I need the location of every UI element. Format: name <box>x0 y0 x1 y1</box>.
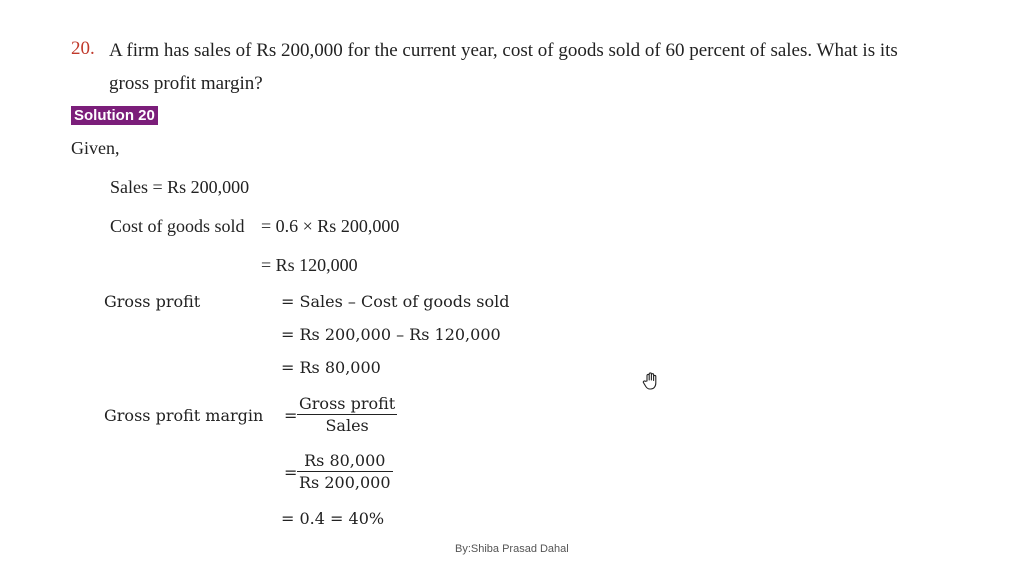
gross-profit-margin-label: Gross profit margin <box>104 406 264 425</box>
gross-profit-result: = Rs 80,000 <box>281 358 381 377</box>
footer-author: By:Shiba Prasad Dahal <box>455 543 569 555</box>
solution-label: Solution 20 <box>71 106 158 125</box>
hand-cursor-icon <box>641 371 661 396</box>
sales-line: Sales = Rs 200,000 <box>110 177 250 197</box>
gross-profit-expression-1: = Sales – Cost of goods sold <box>281 292 510 311</box>
given-label: Given, <box>71 138 120 158</box>
fraction-denominator: Rs 200,000 <box>299 473 391 492</box>
fraction-numerator: Rs 80,000 <box>297 450 393 472</box>
cogs-expression: = 0.6 × Rs 200,000 <box>261 216 400 236</box>
question-line-1: A firm has sales of Rs 200,000 for the current year, cost of goods sold of 60 percent of sales. What is its <box>109 40 898 61</box>
final-result: = 0.4 = 40% <box>281 509 385 528</box>
question-number: 20. <box>71 38 95 59</box>
cogs-result: = Rs 120,000 <box>261 255 358 275</box>
fraction-gross-profit-over-sales <box>297 393 397 436</box>
fraction-values <box>297 450 393 493</box>
fraction-denominator: Sales <box>325 416 369 435</box>
gross-profit-expression-2: = Rs 200,000 – Rs 120,000 <box>281 325 501 344</box>
equals-sign: = <box>284 463 298 482</box>
gross-profit-label: Gross profit <box>104 292 201 311</box>
fraction-numerator: Gross profit <box>299 394 396 413</box>
equals-sign: = <box>284 406 298 425</box>
cogs-label: Cost of goods sold <box>110 216 245 236</box>
question-line-2: gross profit margin? <box>109 73 263 94</box>
